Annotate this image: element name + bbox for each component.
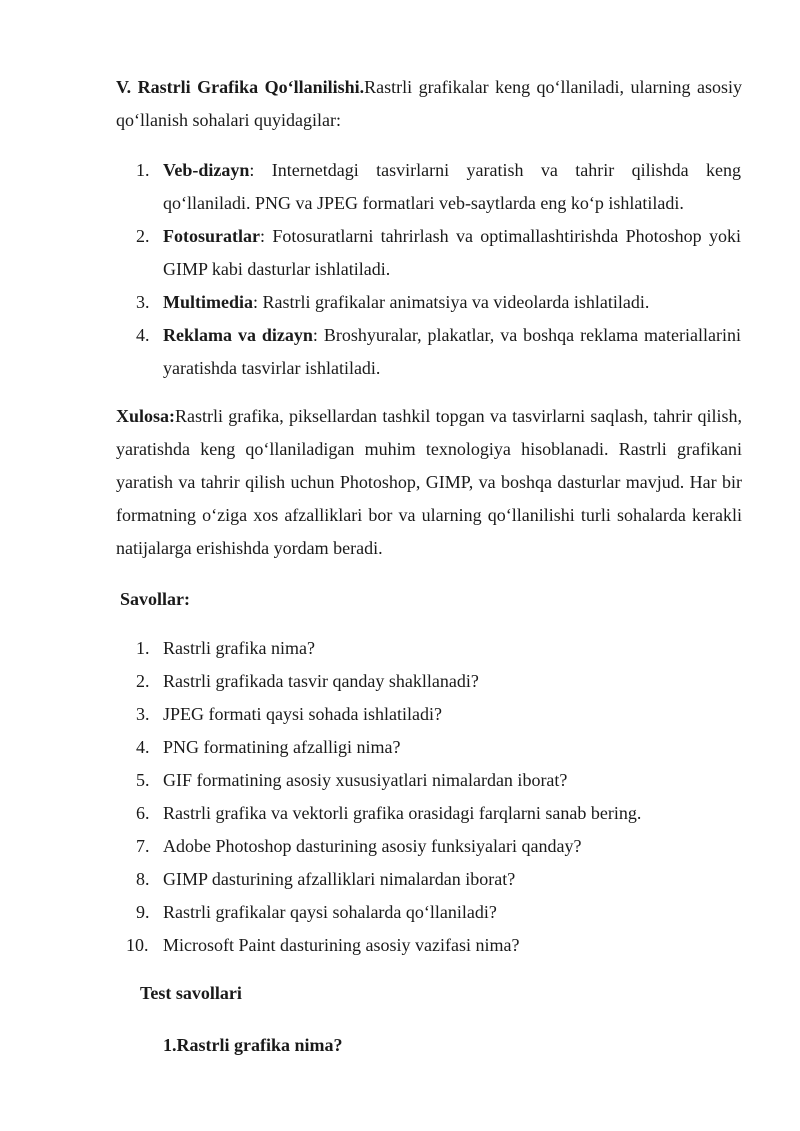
list-item-term: Multimedia <box>163 292 253 312</box>
question-text: Adobe Photoshop dasturining asosiy funksiyalari qanday? <box>163 836 582 856</box>
question-item <box>116 830 756 863</box>
question-item <box>116 797 756 830</box>
question-text: Rastrli grafika va vektorli grafika orasidagi farqlarni sanab bering. <box>163 803 642 823</box>
question-text: Rastrli grafikada tasvir qanday shakllanadi? <box>163 671 479 691</box>
question-text: PNG formatining afzalligi nima? <box>163 737 401 757</box>
conclusion-paragraph <box>116 400 742 565</box>
list-item-text: Reklama va dizayn: Broshyuralar, plakatlar, va boshqa reklama materiallarini yaratishda tasvirlar ishlatiladi. <box>163 325 741 378</box>
list-number: 4. <box>136 325 150 345</box>
question-item <box>116 698 756 731</box>
list-item-term: Reklama va dizayn <box>163 325 313 345</box>
test-question: 1.Rastrli grafika nima? <box>163 1035 343 1055</box>
section-paragraph <box>116 71 742 137</box>
list-number: 3. <box>136 292 150 312</box>
conclusion-text: Rastrli grafika, piksellardan tashkil topgan va tasvirlarni saqlash, tahrir qilish, yaratishda keng qo‘llaniladigan muhim texnologiya hisoblanadi. Rastrli grafikani yaratish va tahrir qilish uchun Photoshop, GIMP, va boshqa dasturlar mavjud. Har bir formatning o‘ziga xos afzalliklari bor va ularning qo‘llanilishi turli sohalarda kerakli natijalarga erishishda yordam beradi. <box>116 406 742 558</box>
questions-heading: Savollar: <box>120 589 190 609</box>
list-item <box>116 319 756 385</box>
list-item <box>116 220 756 286</box>
question-item <box>116 863 756 896</box>
list-number: 1. <box>136 160 150 180</box>
list-number: 2. <box>136 226 150 246</box>
list-item-text: Fotosuratlar: Fotosuratlarni tahrirlash va optimallashtirishda Photoshop yoki GIMP kabi dasturlar ishlatiladi. <box>163 226 741 279</box>
question-text: GIMP dasturining afzalliklari nimalardan iborat? <box>163 869 516 889</box>
list-item <box>116 154 756 220</box>
question-text: Rastrli grafikalar qaysi sohalarda qo‘llaniladi? <box>163 902 497 922</box>
conclusion-label: Xulosa: <box>116 406 176 426</box>
question-number: 1. <box>136 638 150 658</box>
section-title: V. Rastrli Grafika Qo‘llanilishi. <box>116 77 365 97</box>
question-text: GIF formatining asosiy xususiyatlari nimalardan iborat? <box>163 770 568 790</box>
question-number: 6. <box>136 803 150 823</box>
list-item-term: Veb-dizayn <box>163 160 250 180</box>
question-number: 5. <box>136 770 150 790</box>
list-item <box>116 286 756 319</box>
question-number: 4. <box>136 737 150 757</box>
test-heading: Test savollari <box>140 983 242 1003</box>
question-item <box>116 632 756 665</box>
question-number: 3. <box>136 704 150 724</box>
question-number: 10. <box>126 935 149 955</box>
question-number: 7. <box>136 836 150 856</box>
questions-list <box>116 632 756 962</box>
question-number: 8. <box>136 869 150 889</box>
uses-list <box>116 154 756 385</box>
list-item-text: Multimedia: Rastrli grafikalar animatsiya va videolarda ishlatiladi. <box>163 292 650 312</box>
question-item <box>116 764 756 797</box>
question-text: Microsoft Paint dasturining asosiy vazifasi nima? <box>163 935 520 955</box>
section-intro: Rastrli grafikalar keng qo‘llaniladi, ularning asosiy qo‘llanish sohalari quyidagilar: <box>116 77 742 130</box>
question-item <box>116 665 756 698</box>
question-item <box>116 929 756 962</box>
question-number: 9. <box>136 902 150 922</box>
question-text: Rastrli grafika nima? <box>163 638 315 658</box>
list-item-text: Veb-dizayn: Internetdagi tasvirlarni yaratish va tahrir qilishda keng qo‘llaniladi. PNG va JPEG formatlari veb-saytlarda eng ko‘p ishlatiladi. <box>163 160 741 213</box>
question-item <box>116 896 756 929</box>
list-item-term: Fotosuratlar <box>163 226 260 246</box>
question-text: JPEG formati qaysi sohada ishlatiladi? <box>163 704 442 724</box>
question-number: 2. <box>136 671 150 691</box>
question-item <box>116 731 756 764</box>
